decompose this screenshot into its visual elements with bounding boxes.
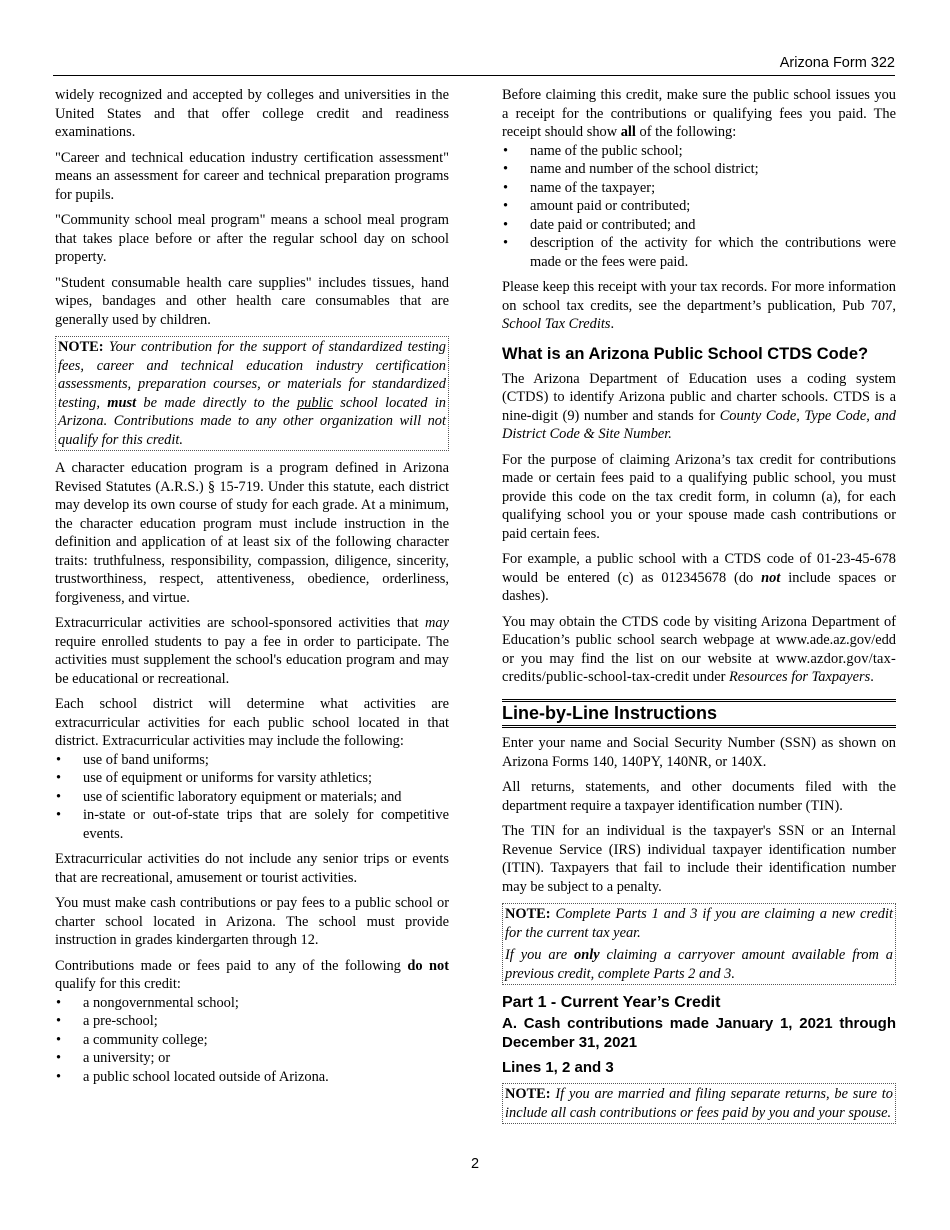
list-item: • use of equipment or uniforms for varsity athletics; [55,769,449,788]
paragraph: The Arizona Department of Education uses a coding system (CTDS) to identify Arizona public and charter schools. CTDS is a nine-digit (9) number and stands for County Code, Type Code, and District Code & Site Number. [502,370,896,442]
list-item: • a public school located outside of Arizona. [55,1068,449,1087]
receipt-list [502,142,896,272]
paragraph: Each school district will determine what activities are extracurricular activities for each public school located in that district. Extracurricular activities may include the following: [55,696,449,749]
form-header [53,55,895,76]
paragraph: "Career and technical education industry certification assessment" means an assessment for career and technical preparation programs for pupils. [55,149,449,203]
page-number: 2 [470,1156,480,1172]
lines-heading: Lines 1, 2 and 3 [502,1059,614,1076]
line-by-line-heading: Line-by-Line Instructions [502,699,896,729]
paragraph: widely recognized and accepted by colleges and universities in the United States and that offer college credit and readiness examinations. [55,87,449,140]
ctds-heading: What is an Arizona Public School CTDS Code? [502,344,869,363]
note-label: NOTE: [505,906,551,922]
list-item: • a university; or [55,1049,449,1068]
website-link: www.azdor.gov/tax-credits/public-school-tax-credit [502,650,896,685]
paragraph: A character education program is a program defined in Arizona Revised Statutes (A.R.S.) § 15-719. Under this statute, each district may develop its own course of study for each grade. At a minimum, the character education program must include instruction in the definition and application of at least six of the following character traits: truthfulness, responsibility, compassion, diligence, sincerity, trustworthiness, respect, attentiveness, obedience, orderliness, forgiveness, and virtue. [55,460,449,606]
form-title: Arizona Form 322 [779,55,895,71]
paragraph: The TIN for an individual is the taxpayer's SSN or an Internal Revenue Service (IRS) individual taxpayer identification number (ITIN). Taxpayers that fail to include their identification number may be subject to a penalty. [502,823,896,895]
list-item: • amount paid or contributed; [502,197,896,216]
list-item: • date paid or contributed; and [502,216,896,235]
paragraph: "Student consumable health care supplies" includes tissues, hand wipes, bandages and other health care consumables that are generally used by children. [55,274,449,328]
part-a-heading: A. Cash contributions made January 1, 2021 through December 31, 2021 [502,1015,896,1051]
list-item: • use of scientific laboratory equipment or materials; and [55,788,449,807]
note-label: NOTE: [505,1086,551,1102]
paragraph: "Community school meal program" means a school meal program that takes place before or after the regular school day on school property. [55,212,449,265]
note-box-married: NOTE: If you are married and filing separate returns, be sure to include all cash contributions or fees paid by you and your spouse. [502,1083,896,1124]
list-item: • in-state or out-of-state trips that are solely for competitive events. [55,806,449,843]
paragraph: Please keep this receipt with your tax records. For more information on school tax credits, see the department’s publication, Pub 707, School Tax Credits. [502,279,896,332]
paragraph: You may obtain the CTDS code by visiting Arizona Department of Education’s public school search webpage at www.ade.az.gov/edd or you may find the list on our website at www.azdor.gov/tax-credits/public-school-tax-credit under Resources for Taxpayers. [502,613,896,685]
paragraph: Extracurricular activities do not include any senior trips or events that are recreational, amusement or tourist activities. [55,851,449,886]
note-box-testing: NOTE: Your contribution for the support of standardized testing fees, career and technical education industry certification assessments, preparation courses, or materials for standardized testing, must be made directly to the public school located in Arizona. Contributions made to any other organization will not qualify for this credit. [55,336,449,451]
paragraph: You must make cash contributions or pay fees to a public school or charter school located in Arizona. The school must provide instruction in grades kindergarten through 12. [55,895,449,948]
paragraph: All returns, statements, and other documents filed with the department require a taxpayer identification number (TIN). [502,779,896,814]
list-item: • name of the taxpayer; [502,179,896,198]
list-item: • a pre-school; [55,1012,449,1031]
paragraph: For the purpose of claiming Arizona’s tax credit for contributions made or certain fees paid to a qualifying public school, you must provide this code on the tax credit form, in column (a), for each qualifying school you or your spouse made cash contributions or paid certain fees. [502,451,896,542]
left-column [55,86,449,1093]
list-item: • name of the public school; [502,142,896,161]
paragraph: Contributions made or fees paid to any of the following do not qualify for this credit: [55,957,449,992]
list-item: • use of band uniforms; [55,751,449,770]
note-box-parts: NOTE: Complete Parts 1 and 3 if you are claiming a new credit for the current tax year. If you are only claiming a carryover amount available from a previous credit, complete Parts 2 and 3. [502,903,896,985]
paragraph: Enter your name and Social Security Number (SSN) as shown on Arizona Forms 140, 140PY, 140NR, or 140X. [502,735,896,770]
list-item: • a nongovernmental school; [55,994,449,1013]
paragraph: Before claiming this credit, make sure the public school issues you a receipt for the contributions or qualifying fees you paid. The receipt should show all of the following: [502,87,896,140]
extracurricular-list [55,751,449,844]
paragraph: For example, a public school with a CTDS code of 01-23-45-678 would be entered (c) as 012345678 (do not include spaces or dashes). [502,551,896,604]
paragraph: Extracurricular activities are school-sponsored activities that may require enrolled students to pay a fee in order to participate. The activities must supplement the school's education program and may be educational or recreational. [55,615,449,687]
part1-heading: Part 1 - Current Year’s Credit [502,994,721,1011]
right-column [502,86,896,1132]
list-item: • name and number of the school district; [502,160,896,179]
list-item: • a community college; [55,1031,449,1050]
list-item: • description of the activity for which the contributions were made or the fees were paid. [502,234,896,271]
note-label: NOTE: [58,339,104,355]
nonqualifying-list [55,994,449,1087]
